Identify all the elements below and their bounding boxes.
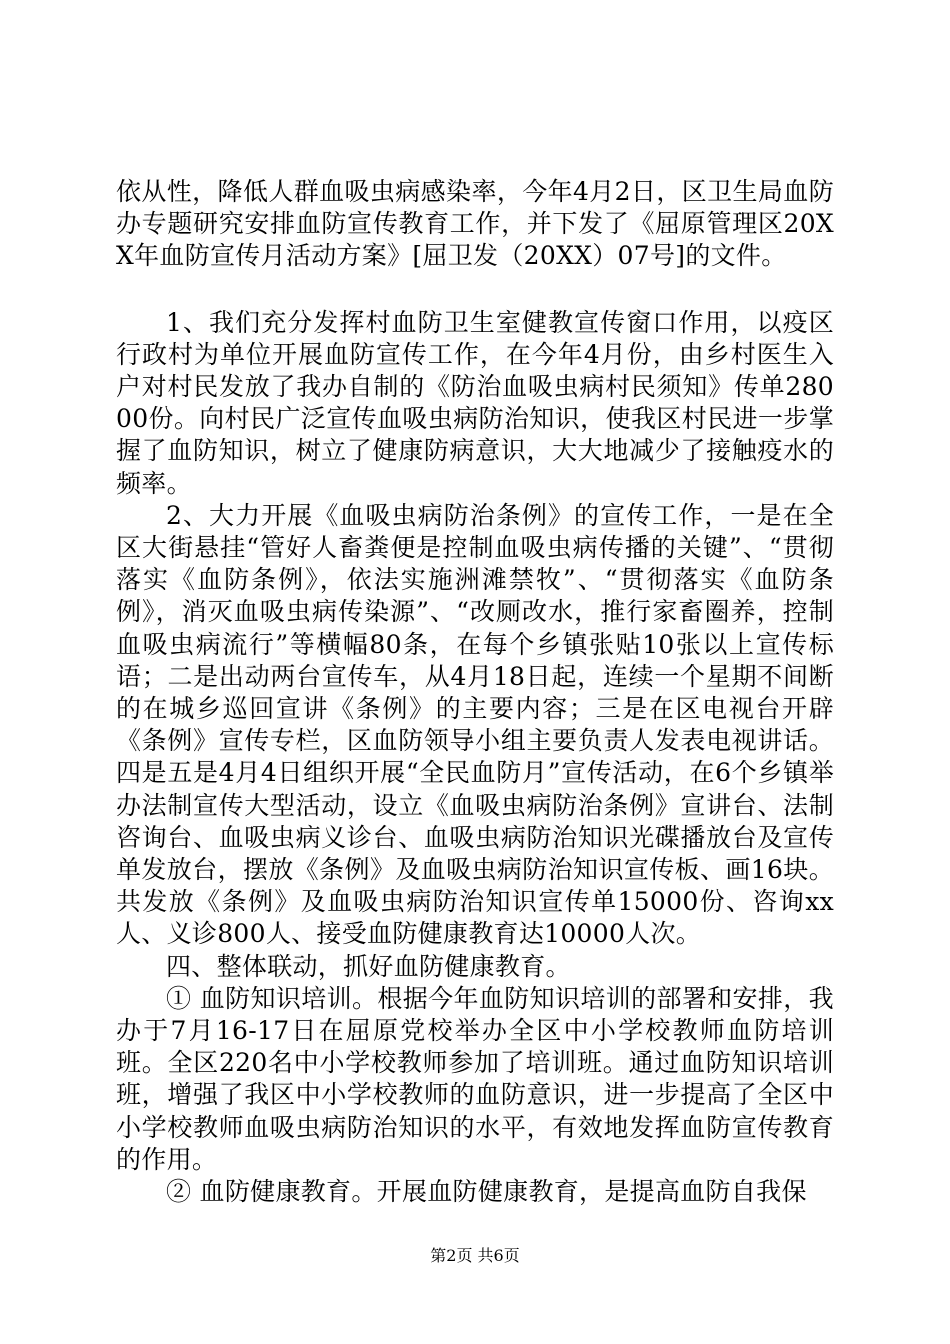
paragraph-item-2: 2、大力开展《血吸虫病防治条例》的宣传工作，一是在全区大街悬挂“管好人畜粪便是控制血吸虫病传播的关键”、“贯彻落实《血防条例》，依法实施洲滩禁牧”、“贯彻落实《血防条例》，消灭血吸虫病传染源”、“改厕改水，推行家畜圈养，控制血吸虫病流行”等横幅80条，在每个乡镇张贴10张以上宣传标语；二是出动两台宣传车，从4月18日起，连续一个星期不间断的在城乡巡回宣讲《条例》的主要内容；三是在区电视台开辟《条例》宣传专栏，区血防领导小组主要负责人发表电视讲话。四是五是4月4日组织开展“全民血防月”宣传活动，在6个乡镇举办法制宣传大型活动，设立《血吸虫病防治条例》宣讲台、法制咨询台、血吸虫病义诊台、血吸虫病防治知识光碟播放台及宣传单发放台，摆放《条例》及血吸虫病防治知识宣传板、画16块。共发放《条例》及血吸虫病防治知识宣传单15000份、咨询xx人、义诊800人、接受血防健康教育达10000人次。 (116, 500, 834, 949)
paragraph-training: ① 血防知识培训。根据今年血防知识培训的部署和安排，我办于7月16-17日在屈原党校举办全区中小学校教师血防培训班。全区220名中小学校教师参加了培训班。通过血防知识培训班，增强了我区中小学校教师的血防意识，进一步提高了全区中小学校教师血吸虫病防治知识的水平，有效地发挥血防宣传教育的作用。 (116, 983, 834, 1174)
paragraph-continuation: 依从性，降低人群血吸虫病感染率，今年4月2日，区卫生局血防办专题研究安排血防宣传教育工作，并下发了《屈原管理区20XX年血防宣传月活动方案》[屈卫发（20XX）07号]的文件。 (116, 177, 834, 271)
page-footer (0, 1246, 950, 1266)
paragraph-item-1: 1、我们充分发挥村血防卫生室健教宣传窗口作用，以疫区行政村为单位开展血防宣传工作，在今年4月份，由乡村医生入户对村民发放了我办自制的《防治血吸虫病村民须知》传单28000份。向村民广泛宣传血吸虫病防治知识，使我区村民进一步掌握了血防知识，树立了健康防病意识，大大地减少了接触疫水的频率。 (116, 307, 834, 498)
document-body (116, 176, 834, 1208)
section-heading-4: 四、整体联动，抓好血防健康教育。 (166, 951, 571, 981)
paragraph-health-education: ② 血防健康教育。开展血防健康教育，是提高血防自我保 (166, 1177, 807, 1207)
page-number: 第2页 共6页 (430, 1246, 520, 1265)
